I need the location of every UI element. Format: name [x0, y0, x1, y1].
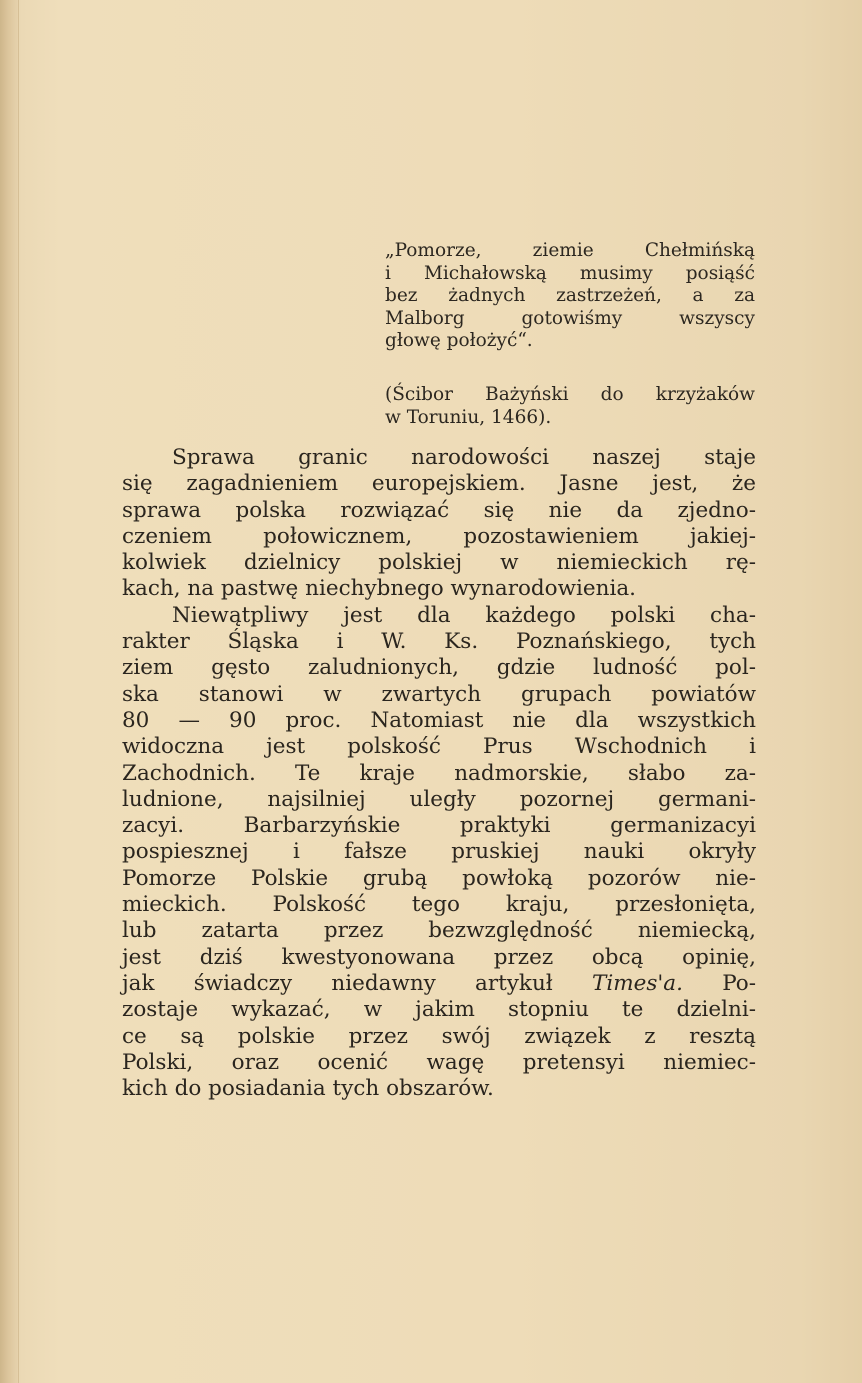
attribution-line: w Toruniu, 1466). [385, 406, 552, 428]
text-line: mieckich. Polskość tego kraju, przesłonięta, [122, 892, 756, 918]
epigraph-line: Malborg gotowiśmy wszyscy [385, 307, 755, 329]
text-line: kolwiek dzielnicy polskiej w niemieckich rę- [122, 550, 756, 576]
text-line: Zachodnich. Te kraje nadmorskie, słabo za- [122, 760, 756, 786]
text-line: sprawa polska rozwiązać się nie da zjedno- [122, 497, 756, 523]
epigraph-attribution [385, 384, 755, 429]
body-text [122, 445, 756, 1102]
attribution-line: (Ścibor Bażyński do krzyżaków [385, 384, 755, 405]
text-line: lub zatarta przez bezwzględność niemiecką, [122, 918, 756, 944]
text-line: Sprawa granic narodowości naszej staje [172, 445, 756, 470]
epigraph-line: „Pomorze, ziemie Chełmińską [385, 240, 755, 261]
text-line: widoczna jest polskość Prus Wschodnich i [122, 734, 756, 760]
text-line: jest dziś kwestyonowana przez obcą opinię, [122, 944, 756, 970]
text-line: Pomorze Polskie grubą powłoką pozorów nie- [122, 865, 756, 891]
text-line: 80 — 90 proc. Natomiast nie dla wszystkich [122, 707, 756, 733]
text-line: zostaje wykazać, w jakim stopniu te dzielni- [122, 997, 756, 1023]
text-fragment: jak świadczy niedawny artykuł [122, 970, 553, 996]
epigraph-line: i Michałowską musimy posiąść [385, 262, 755, 284]
text-line: ce są polskie przez swój związek z resztą [122, 1023, 756, 1049]
epigraph [385, 240, 755, 353]
epigraph-line: bez żadnych zastrzeżeń, a za [385, 285, 755, 306]
italic-title: Times'a. [592, 970, 683, 996]
gutter-edge [18, 0, 19, 1383]
epigraph-line: głowę położyć“. [385, 330, 533, 351]
text-line-with-italic [122, 971, 756, 997]
text-line: ziem gęsto zaludnionych, gdzie ludność pol- [122, 655, 756, 681]
text-line: zacyi. Barbarzyńskie praktyki germanizacyi [122, 813, 756, 839]
text-line: czeniem połowicznem, pozostawieniem jakiej- [122, 523, 756, 549]
page-gutter [0, 0, 18, 1383]
text-fragment: Po- [722, 970, 756, 996]
text-line: Polski, oraz ocenić wagę pretensyi niemiec- [122, 1049, 756, 1075]
text-line: rakter Śląska i W. Ks. Poznańskiego, tych [122, 629, 756, 655]
text-line: pospiesznej i fałsze pruskiej nauki okryły [122, 839, 756, 865]
text-line: Niewątpliwy jest dla każdego polski cha- [172, 602, 756, 628]
text-line: ludnione, najsilniej uległy pozornej germani- [122, 786, 756, 812]
text-line: ska stanowi w zwartych grupach powiatów [122, 681, 756, 707]
text-line: kach, na pastwę niechybnego wynarodowienia. [122, 576, 636, 602]
text-line: się zagadnieniem europejskiem. Jasne jest, że [122, 471, 756, 497]
text-line: kich do posiadania tych obszarów. [122, 1076, 494, 1102]
